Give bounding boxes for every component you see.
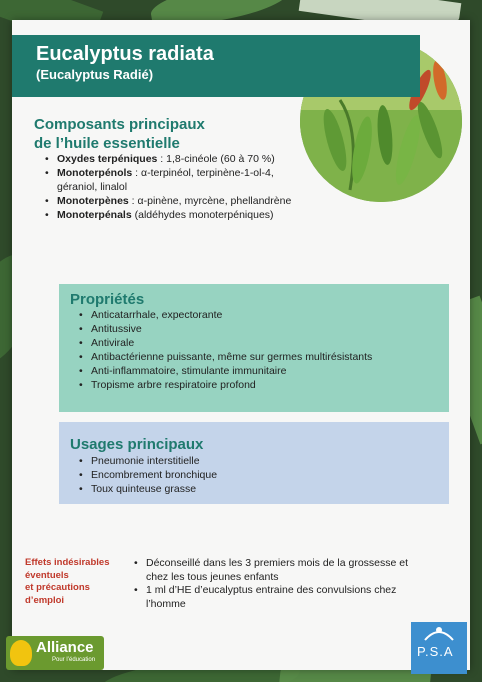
list-item: • Anticatarrhale, expectorante — [79, 308, 372, 322]
list-item: • Antibactérienne puissante, même sur germes multirésistants — [79, 350, 372, 364]
list-item: • Antivirale — [79, 336, 372, 350]
list-item: • Monoterpénols : α-terpinéol, terpinène-1-ol-4, géraniol, linalol — [45, 166, 315, 194]
list-item: • Anti-inflammatoire, stimulante immunitaire — [79, 364, 372, 378]
list-item: • Antitussive — [79, 322, 372, 336]
usages-heading: Usages principaux — [70, 436, 204, 453]
alliance-logo: Alliance Pour l’éducation — [6, 636, 104, 670]
list-item: • Monoterpènes : α-pinène, myrcène, phellandrène — [45, 194, 315, 208]
effects-heading: Effets indésirables éventuels et précautions d’emploi — [25, 557, 110, 606]
list-item: • Pneumonie interstitielle — [79, 454, 217, 468]
list-item: • Toux quinteuse grasse — [79, 482, 217, 496]
title-banner — [12, 35, 420, 97]
psa-figure-icon — [411, 622, 467, 644]
usages-list — [79, 454, 217, 496]
page-subtitle: (Eucalyptus Radié) — [36, 67, 154, 82]
components-list — [45, 152, 315, 222]
usages-box — [59, 422, 449, 504]
list-item: • 1 ml d’HE d’eucalyptus entraine des convulsions chez l’homme — [134, 584, 424, 611]
properties-list — [79, 308, 372, 392]
psa-logo: P.S.A — [411, 622, 467, 674]
list-item: • Déconseillé dans les 3 premiers mois de la grossesse et chez les tous jeunes enfants — [134, 557, 424, 584]
effects-list — [134, 557, 424, 611]
components-heading: Composants principaux de l’huile essentielle — [34, 116, 205, 152]
list-item: • Encombrement bronchique — [79, 468, 217, 482]
list-item: • Oxydes terpéniques : 1,8-cinéole (60 à 70 %) — [45, 152, 315, 166]
list-item: • Tropisme arbre respiratoire profond — [79, 378, 372, 392]
alliance-figure-icon — [10, 640, 32, 666]
list-item: • Monoterpénals (aldéhydes monoterpéniques) — [45, 208, 315, 222]
page-title: Eucalyptus radiata — [36, 43, 214, 65]
properties-heading: Propriétés — [70, 291, 145, 308]
properties-box — [59, 284, 449, 412]
